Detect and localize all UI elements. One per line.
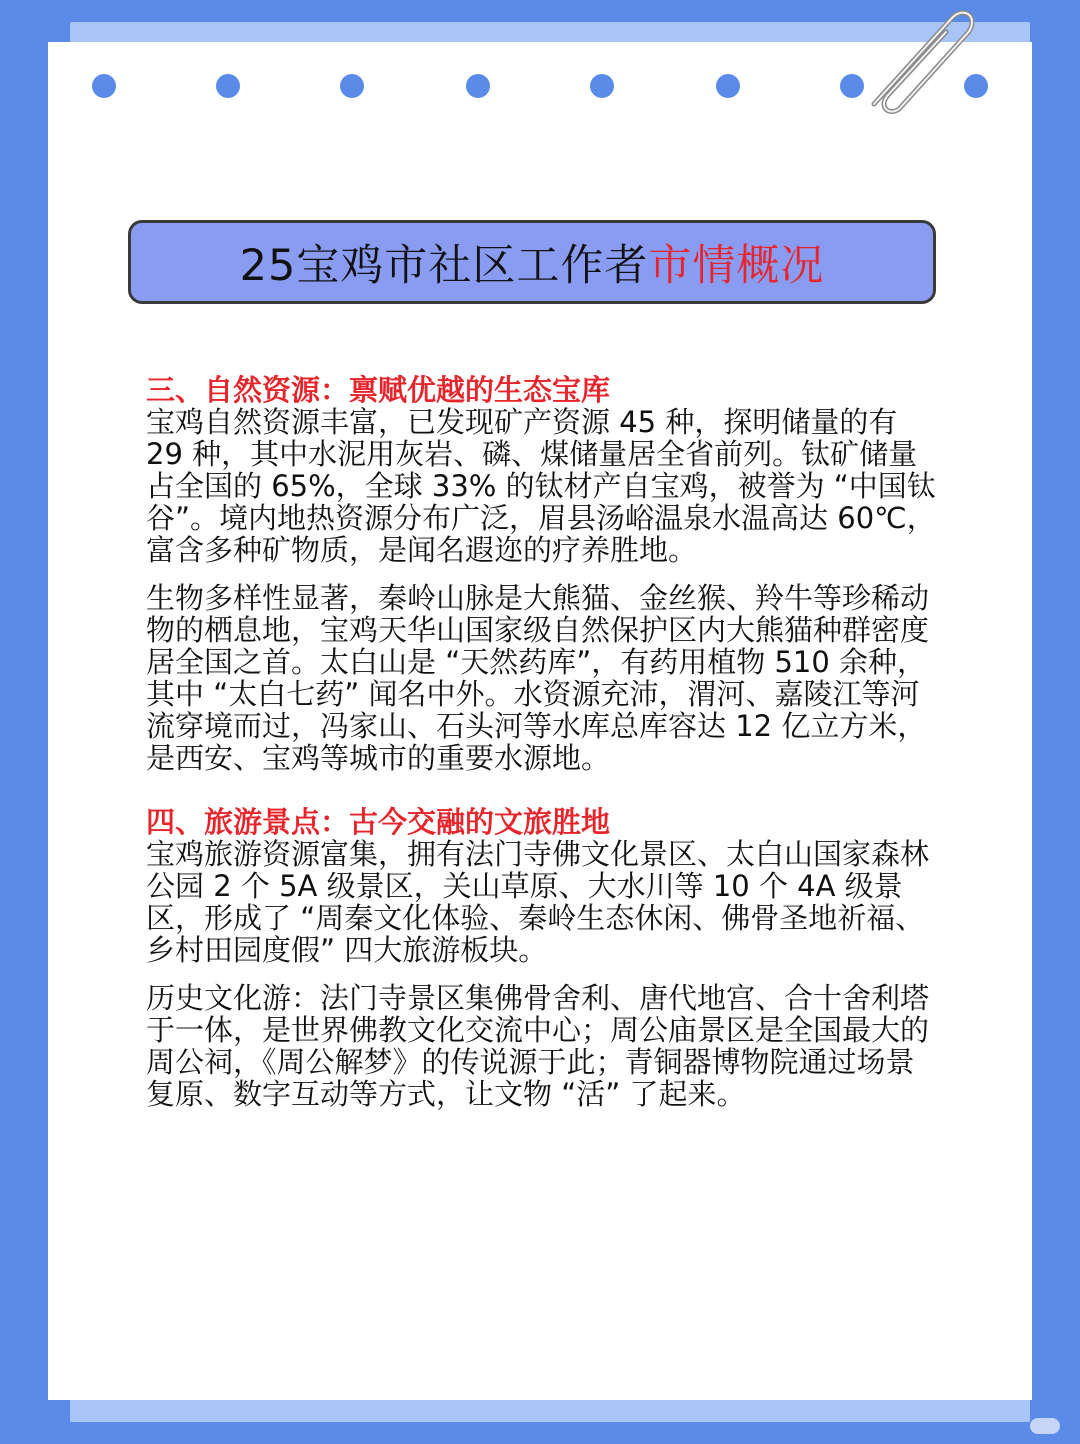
paragraph: 宝鸡旅游资源富集，拥有法门寺佛文化景区、太白山国家森林公园 2 个 5A 级景区，关山草原、大水川等 10 个 4A 级景区，形成了 “周秦文化体验、秦岭生态休闲、佛骨圣地祈福、乡村田园度假” 四大旅游板块。 [146,837,930,967]
binder-hole [590,74,614,98]
article-body [146,374,936,1110]
watermark-badge [1030,1418,1060,1434]
page-title [128,220,936,304]
title-accent: 市情概况 [648,240,825,291]
paragraph: 历史文化游：法门寺景区集佛骨舍利、唐代地宫、合十舍利塔于一体，是世界佛教文化交流中心；周公庙景区是全国最大的周公祠，《周公解梦》的传说源于此；青铜器博物院通过场景复原、数字互动等方式，让文物 “活” 了起来。 [146,981,930,1111]
paragraph: 宝鸡自然资源丰富，已发现矿产资源 45 种，探明储量的有 29 种，其中水泥用灰岩、磷、煤储量居全省前列。钛矿储量占全国的 65%，全球 33% 的钛材产自宝鸡，被誉为 “中国钛谷”。境内地热资源分布广泛，眉县汤峪温泉水温高达 60℃，富含多种矿物质，是闻名遐迩的疗养胜地。 [146,405,936,567]
binder-hole [716,74,740,98]
section-heading-natural-resources: 三、自然资源：禀赋优越的生态宝库 [146,373,611,407]
title-main: 25宝鸡市社区工作者 [239,240,649,291]
paperclip-icon [860,0,980,120]
paper-sheet [48,42,1032,1400]
binder-hole [466,74,490,98]
paragraph: 生物多样性显著，秦岭山脉是大熊猫、金丝猴、羚牛等珍稀动物的栖息地，宝鸡天华山国家级自然保护区内大熊猫种群密度居全国之首。太白山是 “天然药库”，有药用植物 510 余种，其中 “太白七药” 闻名中外。水资源充沛，渭河、嘉陵江等河流穿境而过，冯家山、石头河等水库总库容达 12 亿立方米，是西安、宝鸡等城市的重要水源地。 [146,581,930,775]
binder-hole [216,74,240,98]
section-heading-tourism: 四、旅游景点：古今交融的文旅胜地 [146,805,611,839]
binder-hole [340,74,364,98]
binder-hole [92,74,116,98]
